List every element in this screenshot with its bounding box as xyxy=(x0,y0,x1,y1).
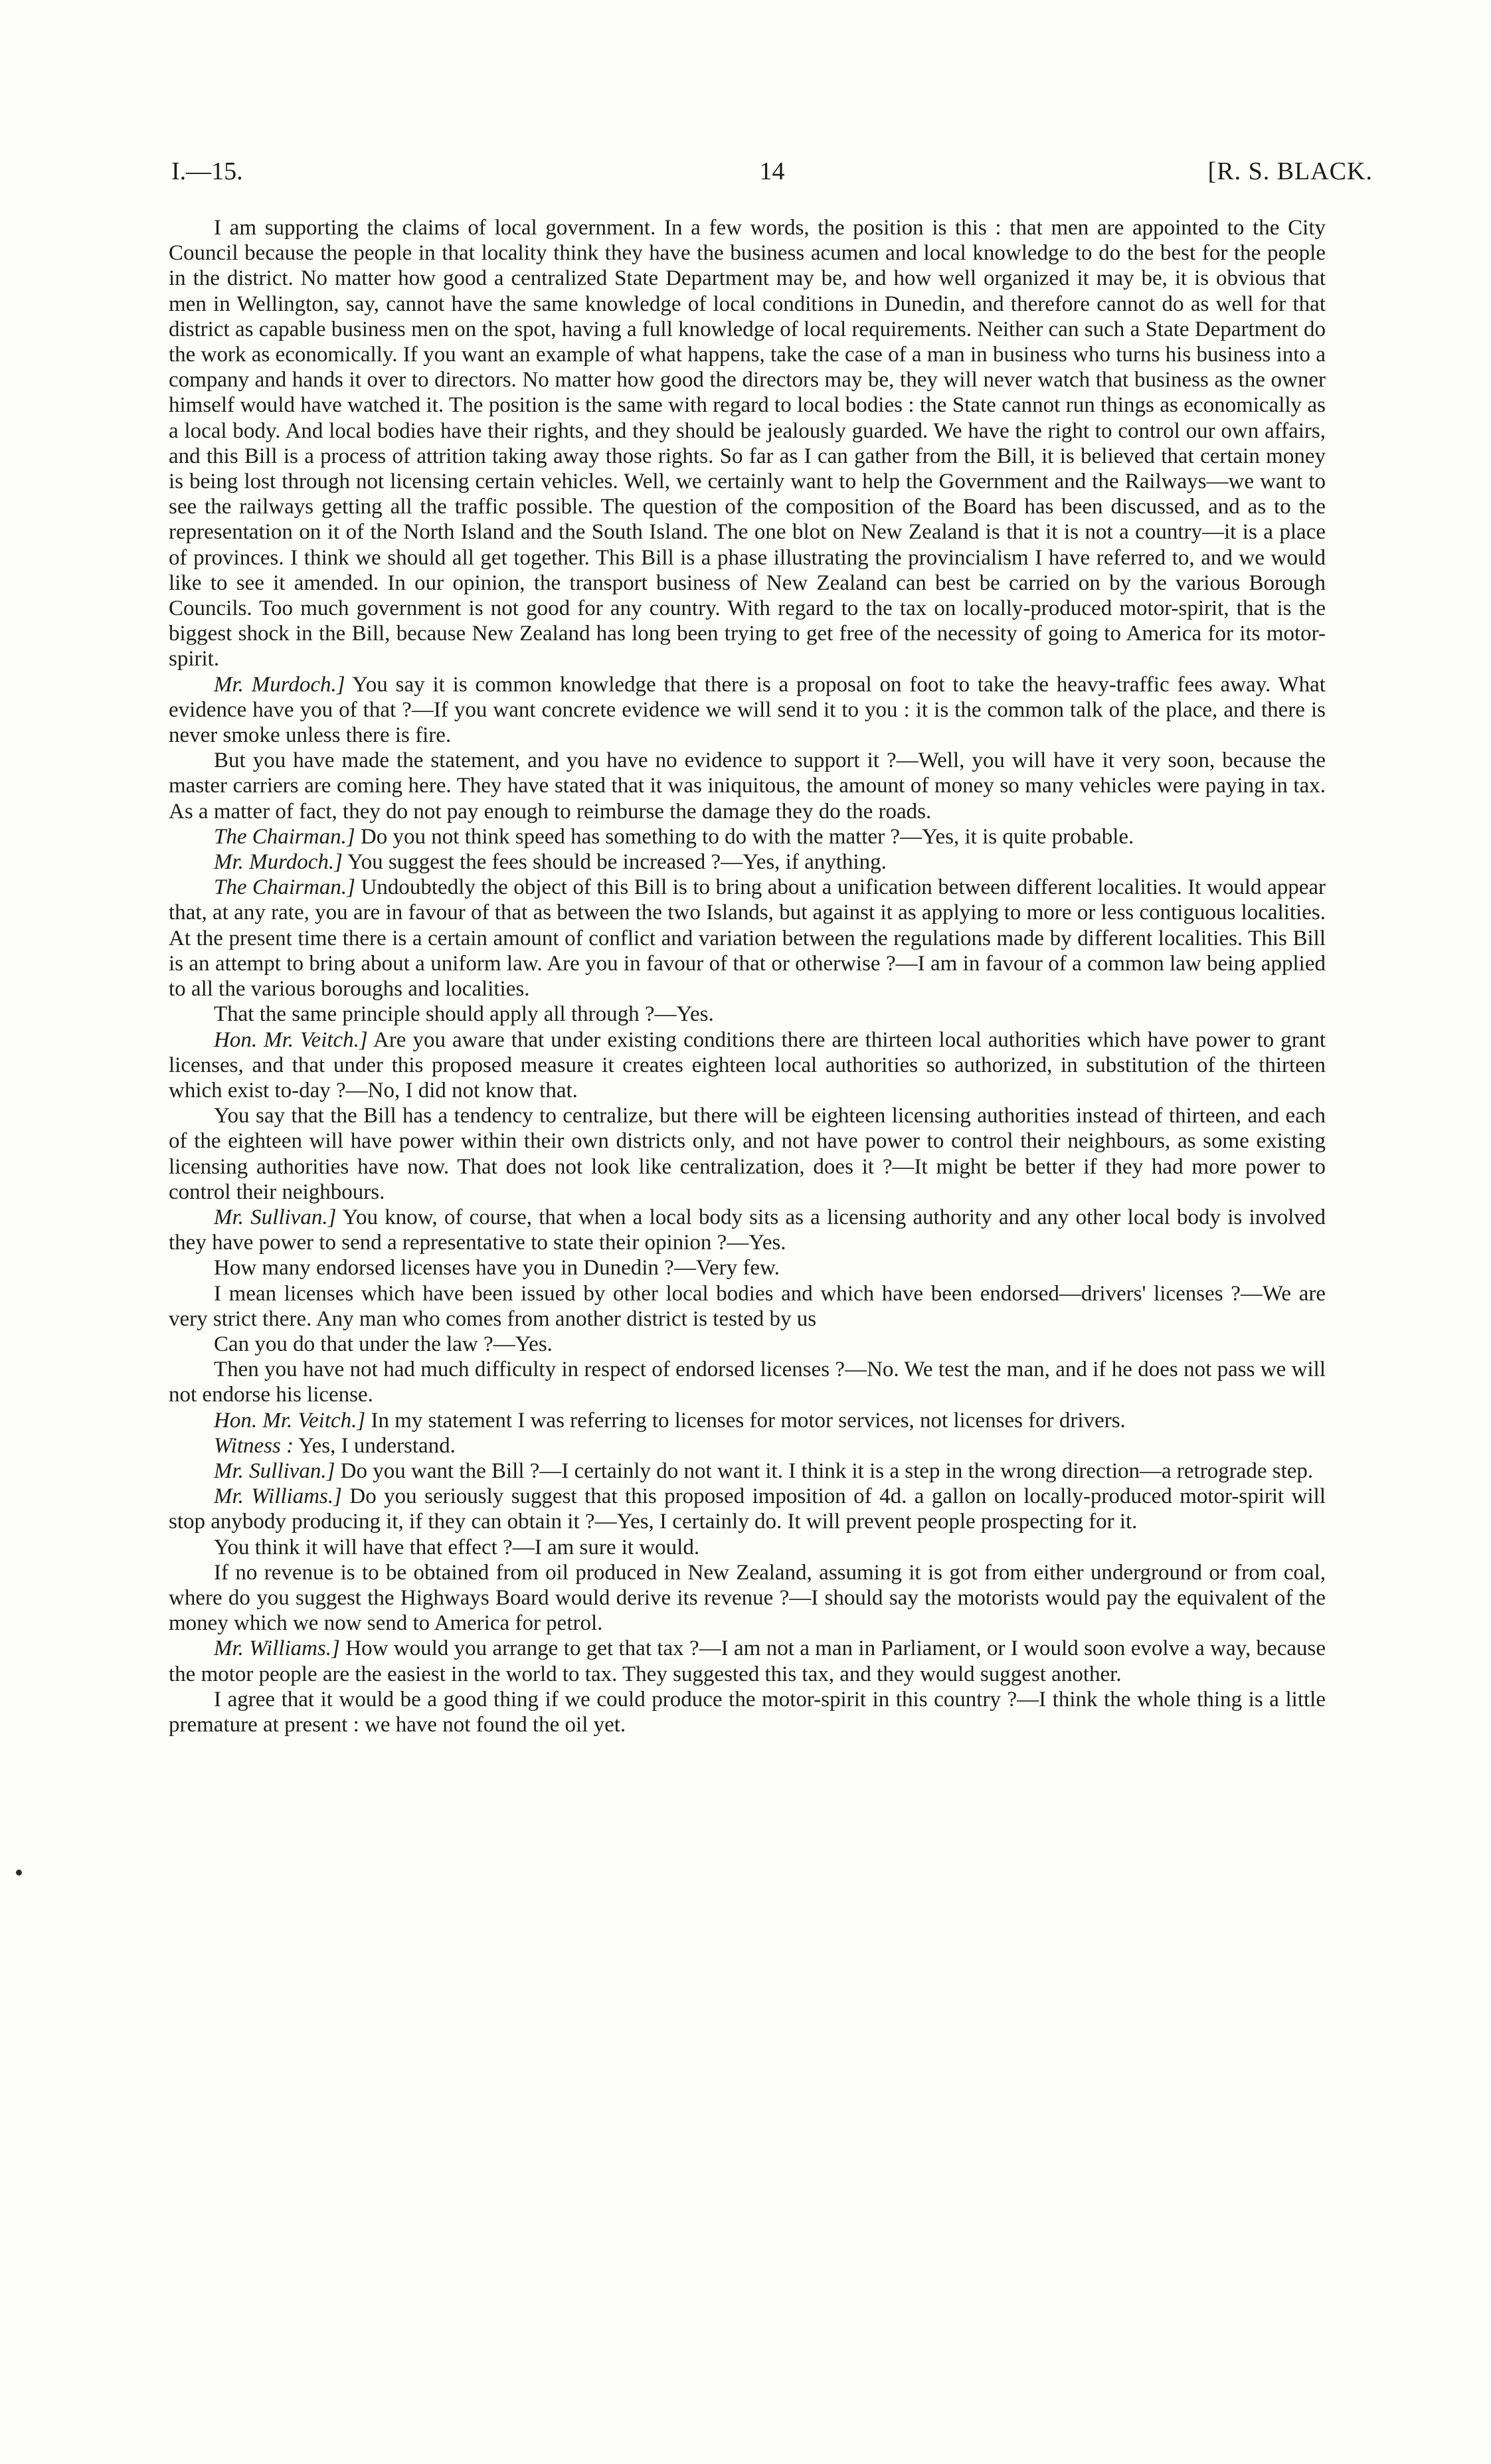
paragraph-text: Do you not think speed has something to do with the matter ?—Yes, it is quite probable. xyxy=(355,824,1134,849)
paragraph-text: You say that the Bill has a tendency to centralize, but there will be eighteen licensing authorities instead of thirteen, and each of the eighteen will have power within their own districts only, and not have power to control their neighbours, as some existing licensing authorities have now. That does not look like centralization, does it ?—It might be better if they had more power to control their neighbours. xyxy=(169,1104,1326,1204)
paragraph-text: Are you aware that under existing conditions there are thirteen local authorities which have power to grant licenses, and that under this proposed measure it creates eighteen local authorities so authorized, in substitution of the thirteen which exist to-day ?—No, I did not know that. xyxy=(169,1027,1326,1102)
paragraph xyxy=(169,1636,1326,1686)
page-header xyxy=(171,151,1373,191)
paragraph-text: Undoubtedly the object of this Bill is to bring about a unification between different localities. It would appear that, at any rate, you are in favour of that as between the two Islands, but against it as applying to more or less contiguous localities. At the present time there is a certain amount of conflict and variation between the regulations made by different localities. This Bill is an attempt to bring about a uniform law. Are you in favour of that or otherwise ?—I am in favour of a common law being applied to all the various boroughs and localities. xyxy=(169,875,1326,1002)
speaker-label: Witness : xyxy=(214,1433,294,1458)
paragraph-text: Then you have not had much difficulty in respect of endorsed licenses ?—No. We test the man, and if he does not pass we will not endorse his license. xyxy=(169,1358,1326,1407)
paragraph xyxy=(169,1687,1326,1737)
paragraph xyxy=(169,1560,1326,1636)
paragraph-text: Do you seriously suggest that this proposed imposition of 4d. a gallon on locally-produced motor-spirit will stop anybody producing it, if they can obtain it ?—Yes, I certainly do. It will prevent people prospecting for it. xyxy=(169,1484,1326,1534)
speaker-label: Mr. Murdoch.] xyxy=(214,672,345,697)
speaker-label: Mr. Williams.] xyxy=(214,1636,340,1661)
evidence-transcript xyxy=(169,215,1326,1737)
paragraph-text: How many endorsed licenses have you in Dunedin ?—Very few. xyxy=(214,1256,780,1280)
paragraph-text: Do you want the Bill ?—I certainly do not want it. I think it is a step in the wrong direction—a retrograde step. xyxy=(335,1458,1314,1483)
paragraph xyxy=(169,824,1326,849)
paragraph xyxy=(169,875,1326,1002)
paragraph xyxy=(169,1002,1326,1027)
paragraph-text: You think it will have that effect ?—I am sure it would. xyxy=(214,1535,700,1559)
speaker-label: Mr. Sullivan.] xyxy=(214,1458,335,1483)
witness-name-header: [R. S. BLACK. xyxy=(1207,157,1373,185)
speaker-label: Hon. Mr. Veitch.] xyxy=(214,1027,368,1052)
speaker-label: The Chairman.] xyxy=(214,875,355,900)
speaker-label: Mr. Sullivan.] xyxy=(214,1205,337,1229)
margin-dot xyxy=(16,1870,22,1876)
paragraph xyxy=(169,1408,1326,1433)
paragraph-text: You say it is common knowledge that there is a proposal on foot to take the heavy-traffic fees away. What evidence have you of that ?—If you want concrete evidence we will send it to you : it is the common talk of the place, and there is never smoke unless there is fire. xyxy=(169,672,1326,748)
paragraph-text: How would you arrange to get that tax ?—I am not a man in Parliament, or I would soon evolve a way, because the motor people are the easiest in the world to tax. They suggested this tax, and they would suggest another. xyxy=(169,1636,1326,1686)
paragraph xyxy=(169,1027,1326,1104)
paragraph xyxy=(169,215,1326,672)
paragraph xyxy=(169,1535,1326,1560)
paragraph xyxy=(169,849,1326,875)
paragraph-text: If no revenue is to be obtained from oil produced in New Zealand, assuming it is got from either underground or from coal, where do you suggest the Highways Board would derive its revenue ?—I should say the motorists would pay the equivalent of the money which we now send to America for petrol. xyxy=(169,1560,1326,1636)
speaker-label: Hon. Mr. Veitch.] xyxy=(214,1408,366,1433)
page-number: 14 xyxy=(759,157,785,185)
speaker-label: The Chairman.] xyxy=(214,824,355,849)
paragraph-text: That the same principle should apply all through ?—Yes. xyxy=(214,1002,714,1027)
paragraph xyxy=(169,672,1326,748)
speaker-label: Mr. Williams.] xyxy=(214,1484,342,1509)
paragraph-text: I mean licenses which have been issued by other local bodies and which have been endorsed—drivers' licenses ?—We are very strict there. Any man who comes from another district is tested by us xyxy=(169,1281,1326,1331)
speaker-label: Mr. Murdoch.] xyxy=(214,850,343,875)
paragraph-text: You suggest the fees should be increased ?—Yes, if anything. xyxy=(343,850,887,875)
paragraph xyxy=(169,1357,1326,1407)
paragraph-text: You know, of course, that when a local body sits as a licensing authority and any other local body is involved they have power to send a representative to state their opinion ?—Yes. xyxy=(169,1205,1326,1255)
paragraph xyxy=(169,1103,1326,1205)
paragraph xyxy=(169,1332,1326,1357)
parliamentary-paper-reference: I.—15. xyxy=(171,157,243,185)
paragraph-text: In my statement I was referring to licenses for motor services, not licenses for drivers. xyxy=(365,1408,1126,1433)
paragraph-text: But you have made the statement, and you have no evidence to support it ?—Well, you will have it very soon, because the master carriers are coming here. They have stated that it was iniquitous, the amount of money so many vehicles were paying in tax. As a matter of fact, they do not pay enough to reimburse the damage they do the roads. xyxy=(169,748,1326,824)
paragraph-text: Yes, I understand. xyxy=(294,1433,456,1458)
paragraph-text: I am supporting the claims of local government. In a few words, the position is this : that men are appointed to the City Council because the people in that locality think they have the business acumen and local knowledge to do the best for the people in the district. No matter how good a centralized State Department may be, and how well organized it may be, it is obvious that men in Wellington, say, cannot have the same knowledge of local conditions in Dunedin, and therefore cannot do as well for that district as capable business men on the spot, having a full knowledge of local requirements. Neither can such a State Department do the work as economically. If you want an example of what happens, take the case of a man in business who turns his business into a company and hands it over to directors. No matter how good the directors may be, they will never watch that business as the owner himself would have watched it. The position is the same with regard to local bodies : the State cannot run things as economically as a local body. And local bodies have their rights, and they should be jealously guarded. We have the right to control our own affairs, and this Bill is a process of attrition taking away those rights. So far as I can gather from the Bill, it is believed that certain money is being lost through not licensing certain vehicles. Well, we certainly want to help the Government and the Railways—we want to see the railways getting all the traffic possible. The question of the composition of the Board has been discussed, and as to the representation on it of the North Island and the South Island. The one blot on New Zealand is that it is not a country—it is a place of provinces. I think we should all get together. This Bill is a phase illustrating the provincialism I have referred to, and we would like to see it amended. In our opinion, the transport business of New Zealand can best be carried on by the various Borough Councils. Too much government is not good for any country. With regard to the tax on locally-produced motor-spirit, that is the biggest shock in the Bill, because New Zealand has long been trying to get free of the necessity of going to America for its motor-spirit. xyxy=(169,216,1326,671)
paragraph xyxy=(169,748,1326,824)
paragraph xyxy=(169,1255,1326,1280)
paragraph xyxy=(169,1281,1326,1332)
paragraph xyxy=(169,1433,1326,1458)
paragraph xyxy=(169,1458,1326,1484)
paragraph-text: Can you do that under the law ?—Yes. xyxy=(214,1332,553,1356)
paragraph xyxy=(169,1205,1326,1255)
paragraph-text: I agree that it would be a good thing if we could produce the motor-spirit in this country ?—I think the whole thing is a little premature at present : we have not found the oil yet. xyxy=(169,1687,1326,1737)
paragraph xyxy=(169,1484,1326,1534)
